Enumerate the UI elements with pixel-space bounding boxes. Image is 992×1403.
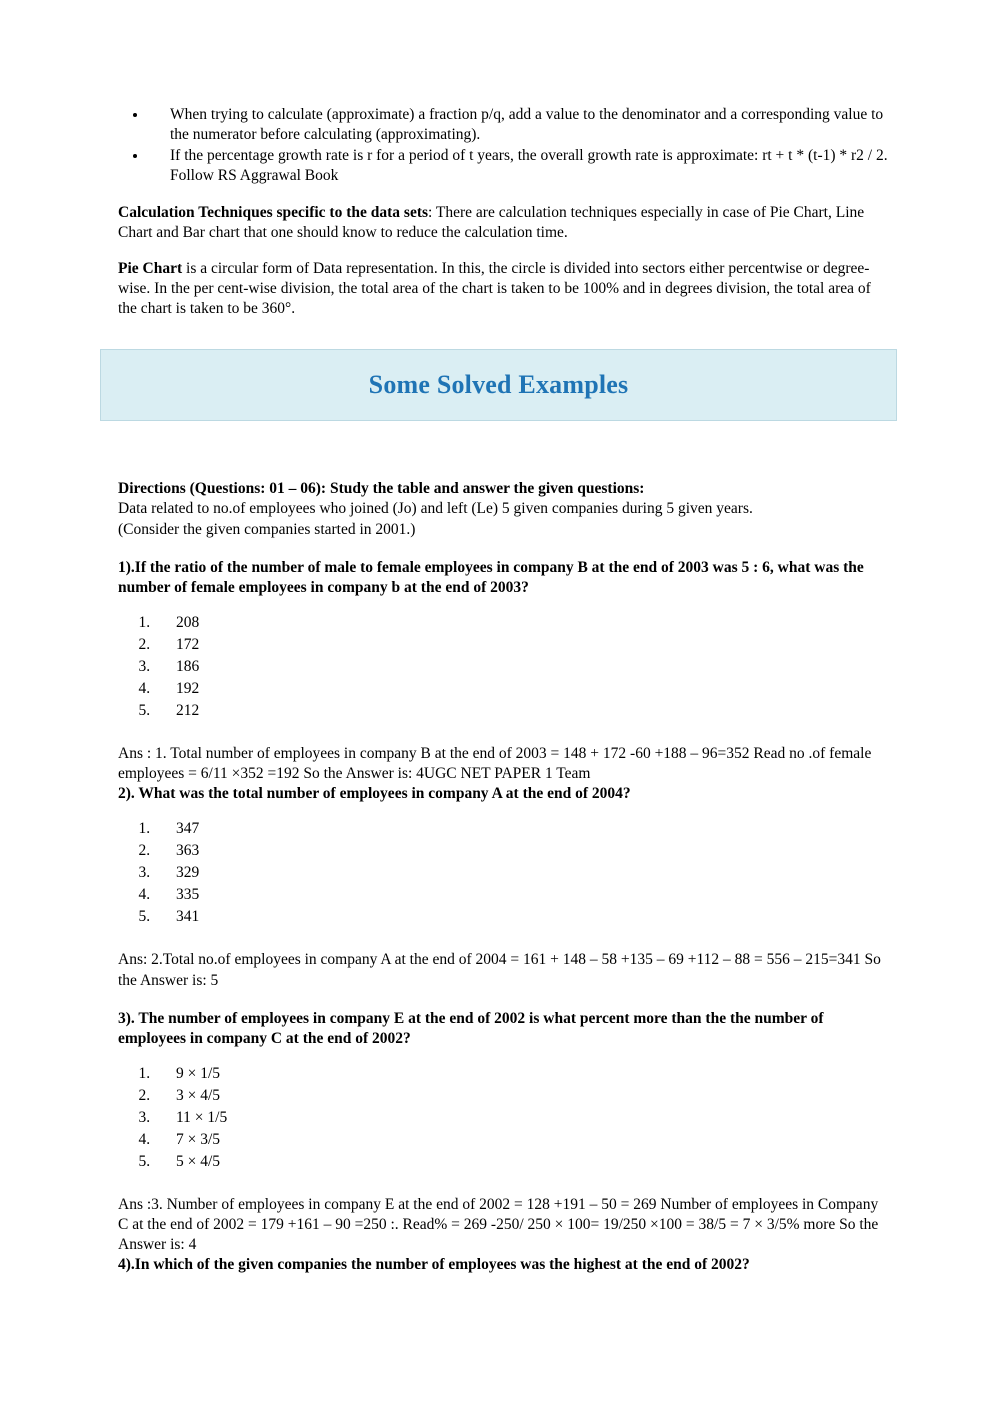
option-item[interactable]: 5. 212 bbox=[154, 700, 892, 722]
question-4-text: 4).In which of the given companies the number of employees was the highest at the end of 2002? bbox=[118, 1256, 750, 1274]
option-item[interactable]: 1. 347 bbox=[154, 818, 892, 840]
option-item[interactable]: 3. 329 bbox=[154, 862, 892, 884]
directions-heading: Directions (Questions: 01 – 06): Study the table and answer the given questions: bbox=[118, 480, 645, 498]
banner-title: Some Solved Examples bbox=[368, 370, 629, 400]
option-item[interactable]: 5. 341 bbox=[154, 906, 892, 928]
calculation-techniques-label: Calculation Techniques specific to the data sets bbox=[118, 203, 429, 221]
option-item[interactable]: 1. 9 × 1/5 bbox=[154, 1063, 892, 1085]
question-1-text: 1).If the ratio of the number of male to female employees in company B at the end of 2003 was 5 : 6, what was the number of female employees in company b at the end of 2003? bbox=[118, 558, 864, 596]
question-1-answer: Ans : 1. Total number of employees in company B at the end of 2003 = 148 + 172 -60 +188 – 96=352 Read no .of female employees = 6/11 ×352 =192 So the Answer is: 4UGC NET PAPER 1 Team bbox=[118, 744, 872, 783]
spacer bbox=[118, 421, 892, 479]
option-item[interactable]: 3. 11 × 1/5 bbox=[154, 1107, 892, 1129]
question-3 bbox=[118, 1009, 892, 1256]
pie-chart-text: is a circular form of Data representation. In this, the circle is divided into sectors either percentwise or degree-wise. In the per cent-wise division, the total area of the chart is taken to be 100% and in degrees division, the total area of the chart is taken to be 360°. bbox=[118, 259, 871, 318]
question-1 bbox=[118, 558, 892, 785]
question-3-text: 3). The number of employees in company E at the end of 2002 is what percent more than the the number of employees in company C at the end of 2002? bbox=[118, 1009, 824, 1047]
option-item[interactable]: 2. 172 bbox=[154, 634, 892, 656]
solved-examples-banner bbox=[100, 349, 897, 421]
list-item: • When trying to calculate (approximate) a fraction p/q, add a value to the denominator and a corresponding value to the numerator before calculating (approximating). bbox=[148, 105, 892, 145]
option-item[interactable]: 4. 7 × 3/5 bbox=[154, 1129, 892, 1151]
calculation-techniques-text: : There are calculation techniques especially in case of Pie Chart, Line Chart and Bar chart that one should know to reduce the calculation time. bbox=[118, 203, 865, 241]
option-item[interactable]: 4. 192 bbox=[154, 678, 892, 700]
question-3-options bbox=[118, 1063, 892, 1173]
option-item[interactable]: 3. 186 bbox=[154, 656, 892, 678]
pie-chart-paragraph bbox=[118, 259, 892, 319]
question-2-answer: Ans: 2.Total no.of employees in company A at the end of 2004 = 161 + 148 – 58 +135 – 69 +112 – 88 = 556 – 215=341 So the Answer is: 5 bbox=[118, 951, 881, 989]
question-4 bbox=[118, 1255, 892, 1275]
question-1-options bbox=[118, 612, 892, 722]
question-2-options bbox=[118, 818, 892, 928]
intro-bullet-list bbox=[118, 105, 892, 187]
option-item[interactable]: 1. 208 bbox=[154, 612, 892, 634]
question-2 bbox=[118, 784, 892, 990]
directions-line-1: Data related to no.of employees who joined (Jo) and left (Le) 5 given companies during 5 given years. bbox=[118, 500, 753, 518]
option-item[interactable]: 2. 3 × 4/5 bbox=[154, 1085, 892, 1107]
list-item: • If the percentage growth rate is r for a period of t years, the overall growth rate is approximate: rt + t * (t-1) * r2 / 2. Follow RS Aggrawal Book bbox=[148, 146, 892, 186]
directions-line-2: (Consider the given companies started in 2001.) bbox=[118, 520, 416, 538]
calculation-techniques-paragraph bbox=[118, 203, 892, 243]
pie-chart-label: Pie Chart bbox=[118, 259, 183, 277]
question-2-text: 2). What was the total number of employees in company A at the end of 2004? bbox=[118, 785, 631, 803]
question-3-answer: Ans :3. Number of employees in company E at the end of 2002 = 128 +191 – 50 = 269 Number of employees in Company C at the end of 2002 = 179 +161 – 90 =250 :. Read% = 269 -250/ 250 × 100= 19/250 ×100 = 38/5 = 7 × 3/5% more So the Answer is: 4 bbox=[118, 1195, 879, 1254]
option-item[interactable]: 4. 335 bbox=[154, 884, 892, 906]
option-item[interactable]: 5. 5 × 4/5 bbox=[154, 1151, 892, 1173]
option-item[interactable]: 2. 363 bbox=[154, 840, 892, 862]
